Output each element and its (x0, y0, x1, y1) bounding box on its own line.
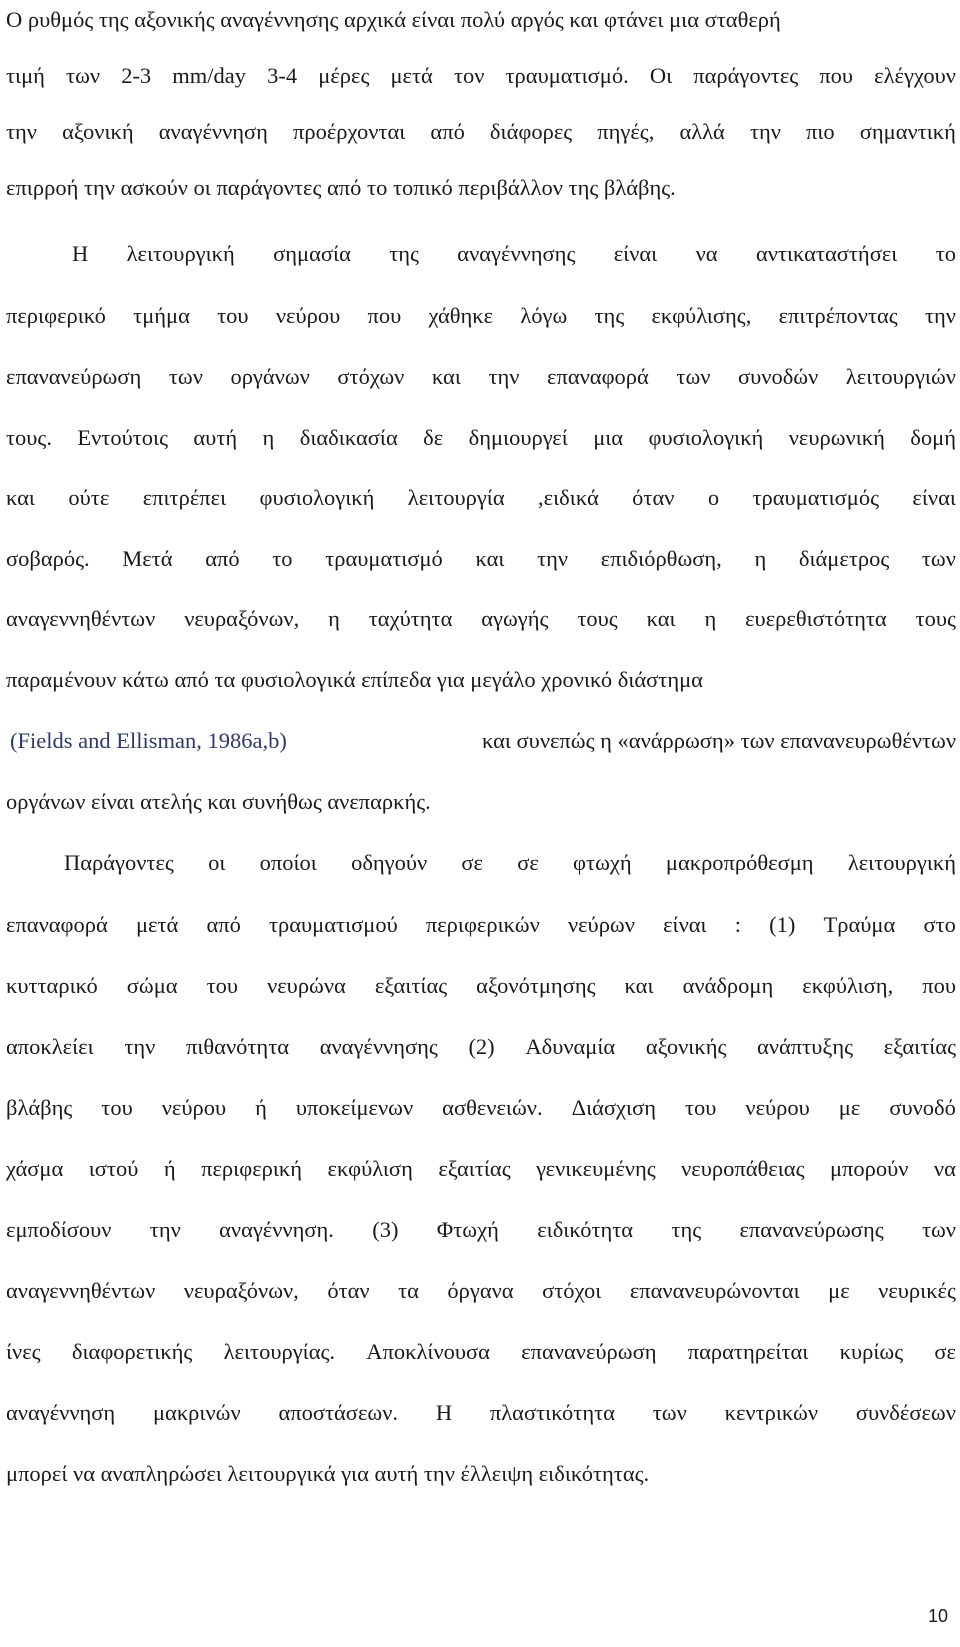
word: σημαντική (859, 119, 956, 144)
text-line (6, 1332, 956, 1372)
word: αναγέννηση (6, 1400, 116, 1425)
word: σε (461, 850, 483, 875)
word: νευρικές (878, 1278, 956, 1303)
word: εκφύλισης, (651, 303, 752, 328)
word: αποκλείει (6, 1034, 94, 1059)
text-line: παραμένουν κάτω από τα φυσιολογικά επίπεδα για μεγάλο χρονικό διάστημα (6, 667, 703, 692)
word: βλάβης (6, 1095, 73, 1120)
word: αλλά (679, 119, 725, 144)
text-line (6, 478, 956, 518)
word: επαναφορά (547, 364, 649, 389)
word: επανανευρώνονται (629, 1278, 800, 1303)
text-line (6, 1149, 956, 1189)
word: αποστάσεων. (278, 1400, 398, 1425)
text-line (6, 1027, 956, 1067)
word: δομή (910, 425, 956, 450)
word: τραυματισμού (268, 912, 398, 937)
word: ελέγχουν (874, 63, 956, 88)
word: από (430, 119, 465, 144)
word: χάσμα (6, 1156, 64, 1181)
word: διάμετρος (798, 546, 890, 571)
word: η (262, 425, 275, 450)
word: χάθηκε (428, 303, 494, 328)
word: λειτουργιών (845, 364, 956, 389)
word: τους. (6, 425, 52, 450)
word: με (828, 1278, 850, 1303)
text-line (6, 418, 956, 458)
word: εξαιτίας (438, 1156, 511, 1181)
word: αξονικής (645, 1034, 727, 1059)
word: νεύρου (275, 303, 341, 328)
word: Φτωχή (436, 1217, 499, 1242)
word: τα (398, 1278, 419, 1303)
word: πλαστικότητα (489, 1400, 615, 1425)
word: συνδέσεων (855, 1400, 956, 1425)
word: (3) (372, 1217, 399, 1242)
word: μετά (390, 63, 433, 88)
word: την (488, 364, 520, 389)
word: φυσιολογική (648, 425, 764, 450)
word: ίνες (6, 1339, 41, 1364)
word: ειδικότητα (537, 1217, 634, 1242)
word: σοβαρός. (6, 546, 90, 571)
text-line (6, 599, 956, 639)
word: συνοδών (738, 364, 819, 389)
text-line: Ο ρυθμός της αξονικής αναγέννησης αρχικά είναι πολύ αργός και φτάνει μια σταθερή (6, 7, 781, 32)
word: ο (707, 485, 720, 510)
word: τραυματισμό. (505, 63, 629, 88)
word: ταχύτητα (368, 606, 453, 631)
word: και (6, 485, 35, 510)
word: η (328, 606, 340, 631)
word: των (652, 1400, 687, 1425)
word: από (205, 546, 240, 571)
word: είναι (613, 241, 658, 266)
word: νευρωνική (788, 425, 885, 450)
word: την (6, 119, 37, 144)
word: που (819, 63, 854, 88)
word: νεύρου (745, 1095, 810, 1120)
word: εκφύλιση (327, 1156, 413, 1181)
word: των (168, 364, 203, 389)
word: Αποκλίνουσα (366, 1339, 490, 1364)
word: σώμα (126, 973, 178, 998)
word: επιτρέπει (142, 485, 227, 510)
text-line (6, 905, 956, 945)
word: στο (923, 912, 956, 937)
word: στόχων (337, 364, 405, 389)
word: (1) (769, 912, 796, 937)
word: 2-3 (121, 63, 152, 88)
word: αυτή (193, 425, 238, 450)
word: 3-4 (267, 63, 298, 88)
word: και (646, 606, 676, 631)
word: ευερεθιστότητα (745, 606, 887, 631)
word: (2) (468, 1034, 495, 1059)
word: νευραξόνων, (184, 606, 300, 631)
word: στόχοι (542, 1278, 602, 1303)
word: παράγοντες (693, 63, 799, 88)
word: περιφερικό (6, 303, 106, 328)
word: του (684, 1095, 717, 1120)
word: των (676, 364, 711, 389)
word: επανανεύρωση (6, 364, 142, 389)
text-line (6, 539, 956, 579)
word: ιστού (88, 1156, 139, 1181)
text-line (6, 1210, 956, 1250)
word: λειτουργική (847, 850, 956, 875)
word: να (695, 241, 718, 266)
word: της (389, 241, 419, 266)
citation-line (10, 721, 956, 761)
word: επιδιόρθωση, (600, 546, 722, 571)
word: Παράγοντες (64, 850, 174, 875)
word: νευρώνα (267, 973, 346, 998)
word: δε (423, 425, 444, 450)
word: τραυματισμό (325, 546, 443, 571)
word: λειτουργίας. (223, 1339, 336, 1364)
word: ούτε (68, 485, 110, 510)
word: κεντρικών (724, 1400, 819, 1425)
word: διάφορες (489, 119, 573, 144)
word: οι (208, 850, 226, 875)
word: λειτουργική (126, 241, 235, 266)
word: γενικευμένης (536, 1156, 656, 1181)
word: αξονική (62, 119, 134, 144)
word: είναι (663, 912, 707, 937)
word: η (704, 606, 717, 631)
word: επαναφορά (6, 912, 108, 937)
word: εμποδίσουν (6, 1217, 112, 1242)
word: παρατηρείται (687, 1339, 809, 1364)
word: : (734, 912, 741, 937)
word: την (124, 1034, 156, 1059)
word: Τραύμα (823, 912, 896, 937)
word: Οι (649, 63, 673, 88)
word: υποκείμενων (295, 1095, 414, 1120)
word: το (935, 241, 956, 266)
word: όταν (327, 1278, 370, 1303)
word: είναι (912, 485, 956, 510)
text-line (6, 56, 956, 96)
word: οδηγούν (351, 850, 428, 875)
word: την (537, 546, 569, 571)
page-number: 10 (927, 1606, 948, 1626)
word: ανάπτυξης (757, 1034, 854, 1059)
word: μέρες (318, 63, 370, 88)
word: η (754, 546, 767, 571)
word: μια (593, 425, 624, 450)
word: ή (255, 1095, 267, 1120)
word: σε (517, 850, 539, 875)
word: και (624, 973, 654, 998)
text-line (6, 357, 956, 397)
text-line: οργάνων είναι ατελής και συνήθως ανεπαρκής. (6, 789, 431, 814)
word: Μετά (122, 546, 173, 571)
word: ή (163, 1156, 176, 1181)
word: όταν (632, 485, 675, 510)
paragraph-first-line (72, 234, 956, 274)
word: που (367, 303, 402, 328)
word: διαφορετικής (71, 1339, 193, 1364)
word: νεύρων (567, 912, 635, 937)
word: τμήμα (133, 303, 190, 328)
word: πηγές, (597, 119, 655, 144)
word: πιο (806, 119, 835, 144)
text-line (6, 112, 956, 152)
word: πιθανότητα (185, 1034, 290, 1059)
word: τιμή (6, 63, 45, 88)
word: τραυματισμός (752, 485, 879, 510)
word: όργανα (447, 1278, 514, 1303)
word: την (149, 1217, 181, 1242)
word: ανάδρομη (682, 973, 774, 998)
word: περιφερική (201, 1156, 303, 1181)
text-line (6, 1088, 956, 1128)
word: το (272, 546, 293, 571)
word: επανανεύρωσης (739, 1217, 884, 1242)
text-line (6, 966, 956, 1006)
word: διαδικασία (299, 425, 398, 450)
word: μακρινών (152, 1400, 241, 1425)
word: εξαιτίας (374, 973, 448, 998)
word: επανανεύρωση (521, 1339, 657, 1364)
word: σε (934, 1339, 956, 1364)
text-line: μπορεί να αναπληρώσει λειτουργικά για αυτή την έλλειψη ειδικότητας. (6, 1461, 650, 1486)
word: Εντούτοις (77, 425, 168, 450)
word: μπορούν (829, 1156, 909, 1181)
word: αναγέννηση (158, 119, 268, 144)
word: αντικαταστήσει (755, 241, 898, 266)
word: δημιουργεί (468, 425, 568, 450)
word: οποίοι (259, 850, 317, 875)
citation-line-text: και συνεπώς η «ανάρρωση» των επανανευρωθέντων (481, 728, 956, 753)
word: λόγω (520, 303, 568, 328)
word: ,ειδικά (538, 485, 599, 510)
citation-reference: (Fields and Ellisman, 1986a,b) (10, 728, 287, 753)
word: αναγεννηθέντων (6, 606, 156, 631)
word: του (101, 1095, 133, 1120)
word: ασθενειών. (442, 1095, 543, 1120)
word: από (206, 912, 241, 937)
word: φυσιολογική (259, 485, 375, 510)
word: της (671, 1217, 702, 1242)
word: Αδυναμία (525, 1034, 616, 1059)
text-line (6, 1271, 956, 1311)
word: αξονότμησης (476, 973, 596, 998)
word: τους (577, 606, 618, 631)
word: μετά (135, 912, 179, 937)
word: αναγέννησης (457, 241, 576, 266)
word: αναγέννηση. (219, 1217, 334, 1242)
word: Η (72, 241, 89, 266)
word: επιτρέποντας (778, 303, 898, 328)
word: Διάσχιση (571, 1095, 656, 1120)
word: εκφύλιση, (802, 973, 894, 998)
word: mm/day (172, 63, 247, 88)
word: την (749, 119, 781, 144)
word: του (206, 973, 239, 998)
word: των (66, 63, 101, 88)
word: λειτουργία (407, 485, 505, 510)
word: οργάνων (230, 364, 310, 389)
word: σημασία (273, 241, 351, 266)
word: συνοδό (889, 1095, 956, 1120)
word: Η (435, 1400, 453, 1425)
word: αγωγής (481, 606, 549, 631)
word: κυρίως (839, 1339, 904, 1364)
word: εξαιτίας (883, 1034, 956, 1059)
text-line (6, 296, 956, 336)
word: περιφερικών (425, 912, 540, 937)
word: των (921, 1217, 956, 1242)
word: των (921, 546, 956, 571)
word: και (475, 546, 505, 571)
word: του (217, 303, 249, 328)
word: νευροπάθειας (681, 1156, 805, 1181)
word: τους (915, 606, 956, 631)
word: την (924, 303, 956, 328)
word: αναγέννησης (319, 1034, 438, 1059)
word: να (933, 1156, 956, 1181)
word: φτωχή (573, 850, 632, 875)
text-line: επιρροή την ασκούν οι παράγοντες από το τοπικό περιβάλλον της βλάβης. (6, 175, 676, 200)
word: μακροπρόθεσμη (665, 850, 814, 875)
word: τον (453, 63, 485, 88)
word: της (594, 303, 625, 328)
word: αναγεννηθέντων (6, 1278, 156, 1303)
word: που (922, 973, 956, 998)
word: κυτταρικό (6, 973, 98, 998)
word: με (838, 1095, 861, 1120)
word: νευραξόνων, (183, 1278, 299, 1303)
paragraph-first-line (64, 843, 956, 883)
word: νεύρου (161, 1095, 227, 1120)
word: προέρχονται (293, 119, 406, 144)
word: και (431, 364, 461, 389)
text-line (6, 1393, 956, 1433)
